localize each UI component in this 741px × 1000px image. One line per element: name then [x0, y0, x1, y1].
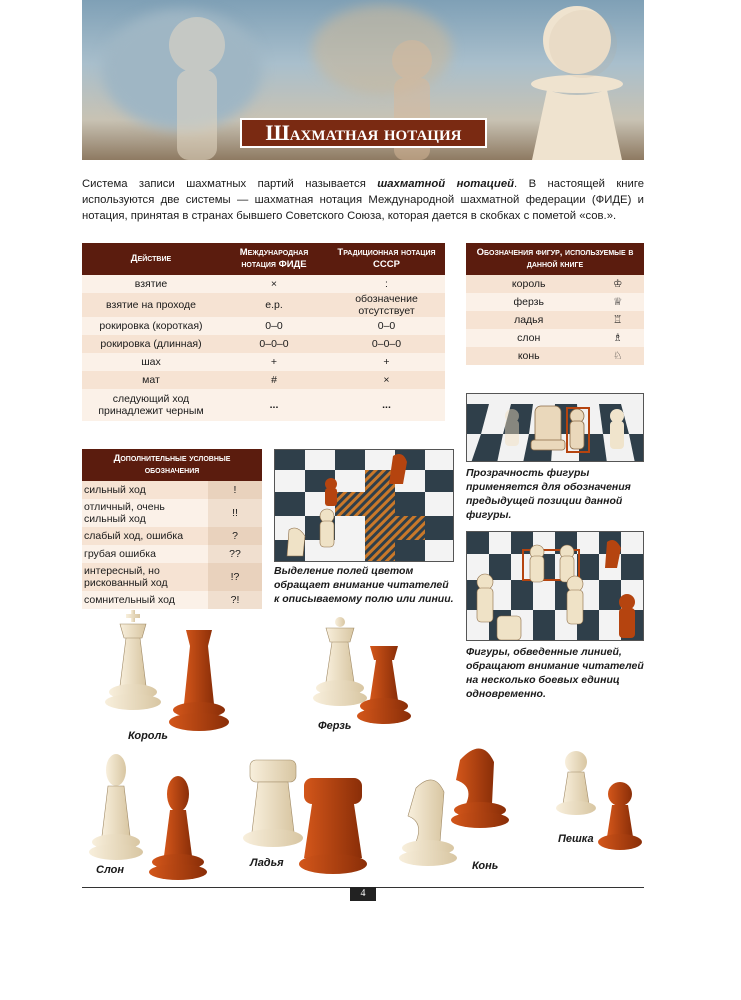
cell: : [328, 275, 445, 293]
cell: !! [208, 499, 262, 527]
table-row [466, 311, 644, 329]
rook-symbol-icon: ♖ [591, 311, 644, 329]
cell: обозначение отсутствует [328, 293, 445, 317]
transparency-board-image [466, 393, 644, 462]
chessboard-icon [467, 394, 644, 462]
cell: 0–0 [328, 317, 445, 335]
cell: 0–0–0 [328, 335, 445, 353]
intro-text-a: Система записи шахматных партий называется [82, 178, 378, 190]
cell: ферзь [466, 293, 591, 311]
table-row [82, 275, 445, 293]
table-row [82, 591, 262, 609]
table-row [466, 275, 644, 293]
label-queen: Ферзь [318, 720, 352, 732]
cell: мат [82, 371, 220, 389]
cell: # [220, 371, 328, 389]
label-rook: Ладья [250, 857, 284, 869]
cell: ладья [466, 311, 591, 329]
table-row [82, 481, 262, 499]
cell: ?! [208, 591, 262, 609]
cell: + [220, 353, 328, 371]
cell: ... [220, 389, 328, 421]
cell: шах [82, 353, 220, 371]
cell: × [328, 371, 445, 389]
table-row [82, 317, 445, 335]
knight-symbol-icon: ♘ [591, 347, 644, 365]
table-row [82, 371, 445, 389]
cell: сомнительный ход [82, 591, 208, 609]
highlight-board-image [274, 449, 454, 562]
col-header-action: Действие [82, 243, 220, 275]
cell: × [220, 275, 328, 293]
cell: сильный ход [82, 481, 208, 499]
cell: e.p. [220, 293, 328, 317]
queen-dark-icon [357, 646, 411, 724]
notation-table [82, 243, 445, 421]
intro-paragraph [82, 176, 644, 224]
cell: король [466, 275, 591, 293]
chessboard-icon [275, 450, 454, 562]
cell: отличный, очень сильный ход [82, 499, 208, 527]
knight-dark-icon [451, 748, 509, 828]
cell: рокировка (длинная) [82, 335, 220, 353]
cell: !? [208, 563, 262, 591]
extra-table-header: Дополнительные условные обозначения [82, 449, 262, 481]
page-title: Шахматная нотация [240, 118, 487, 148]
label-bishop: Слон [96, 864, 125, 876]
intro-text-c: . В настоящей книге используются две системы — шахматная нотация Международной шахматной федерации (ФИДЕ) и нотация, принятая в странах бывшего Советского Союза, которая дается в скобках с пометой «сов.». [82, 178, 644, 222]
king-light-icon [105, 610, 161, 710]
king-dark-icon [169, 630, 229, 731]
caption-outline: Фигуры, обведенные линией, обращают внимание читателей на несколько боевых единиц одновременно. [466, 646, 644, 700]
pawn-light-icon [556, 751, 596, 815]
bishop-dark-icon [149, 776, 207, 880]
cell: интересный, но рискованный ход [82, 563, 208, 591]
table-row [466, 329, 644, 347]
table-row [82, 335, 445, 353]
intro-term: шахматной нотацией [377, 178, 515, 190]
bishop-light-icon [89, 754, 143, 860]
cell: + [328, 353, 445, 371]
cell: взятие [82, 275, 220, 293]
cell: ?? [208, 545, 262, 563]
table-row [82, 389, 445, 421]
label-king: Король [128, 730, 168, 742]
cell: конь [466, 347, 591, 365]
table-row [466, 347, 644, 365]
caption-highlight: Выделение полей цветом обращает внимание читателей к описываемому полю или линии. [274, 565, 454, 605]
cell: 0–0–0 [220, 335, 328, 353]
cell: ... [328, 389, 445, 421]
page-number: 4 [350, 887, 376, 901]
caption-transparency: Прозрачность фигуры применяется для обозначения предыдущей позиции данной фигуры. [466, 467, 631, 521]
cell: ! [208, 481, 262, 499]
table-row [466, 293, 644, 311]
rook-light-icon [243, 760, 303, 847]
pawn-dark-icon [598, 782, 642, 850]
table-row [82, 545, 262, 563]
table-row [82, 353, 445, 371]
cell: 0–0 [220, 317, 328, 335]
cell: ? [208, 527, 262, 545]
cell: следующий ход принадлежит черным [82, 389, 220, 421]
knight-light-icon [399, 780, 457, 866]
cell: слон [466, 329, 591, 347]
cell: взятие на проходе [82, 293, 220, 317]
col-header-ussr: Традиционная нотация СССР [328, 243, 445, 275]
pieces-table-header: Обозначения фигур, используемые в данной книге [466, 243, 644, 275]
cell: слабый ход, ошибка [82, 527, 208, 545]
label-pawn: Пешка [558, 833, 594, 845]
table-row [82, 563, 262, 591]
bishop-symbol-icon: ♗ [591, 329, 644, 347]
rook-dark-icon [299, 778, 367, 874]
table-row [82, 527, 262, 545]
table-row [82, 293, 445, 317]
label-knight: Конь [472, 860, 499, 872]
queen-light-icon [313, 617, 367, 706]
cell: грубая ошибка [82, 545, 208, 563]
col-header-fide: Международная нотация ФИДЕ [220, 243, 328, 275]
pieces-table [466, 243, 644, 365]
cell: рокировка (короткая) [82, 317, 220, 335]
table-row [82, 499, 262, 527]
queen-symbol-icon: ♕ [591, 293, 644, 311]
extra-notation-table [82, 449, 262, 609]
king-symbol-icon: ♔ [591, 275, 644, 293]
